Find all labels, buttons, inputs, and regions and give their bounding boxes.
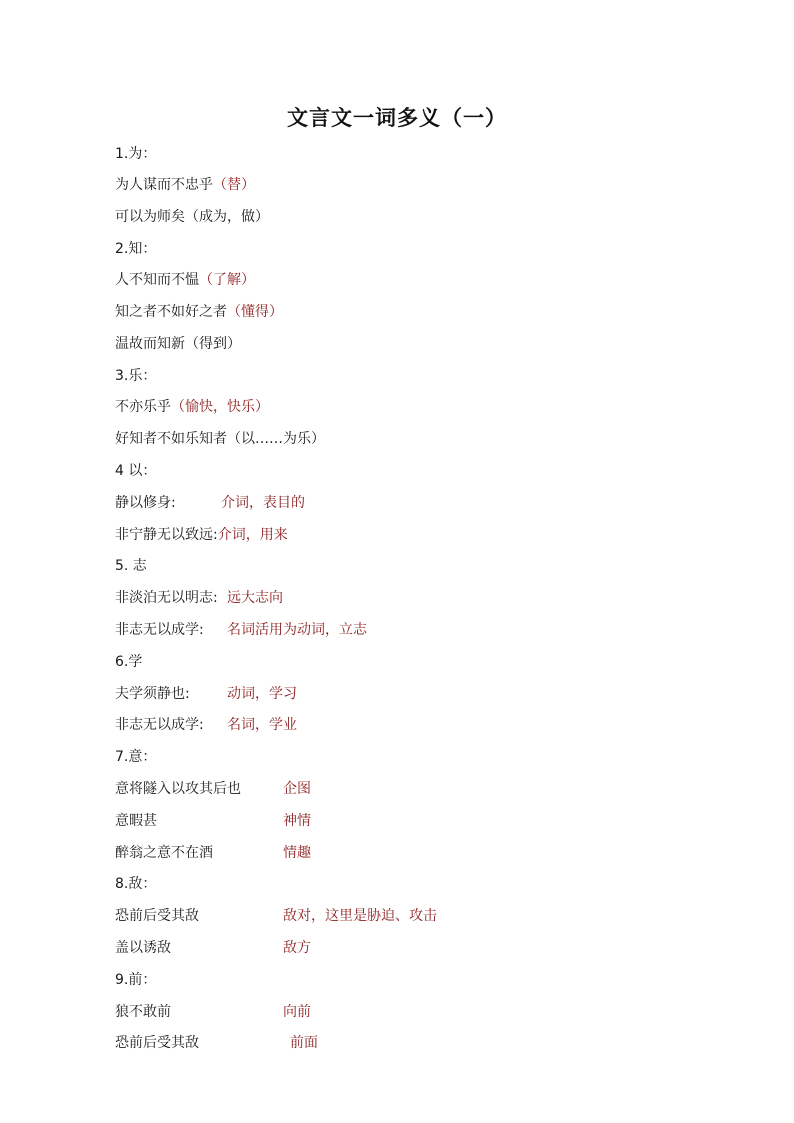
- example-gloss: 敌方: [283, 940, 311, 956]
- example-text: 不亦乐乎: [115, 399, 171, 415]
- example-gloss: 介词，用来: [217, 527, 288, 543]
- example-gloss: 敌对，这里是胁迫、攻击: [283, 908, 437, 924]
- item-heading: 4 以：: [115, 463, 157, 479]
- example-text: 狼不敢前: [115, 1004, 171, 1020]
- example-line: [115, 430, 325, 448]
- example-text: 夫学须静也:: [115, 686, 190, 702]
- example-gloss: 神情: [283, 813, 311, 829]
- example-text: 恐前后受其敌: [115, 908, 199, 924]
- example-gloss: 前面: [290, 1035, 318, 1051]
- example-line: [115, 780, 515, 798]
- example-gloss: （替）: [213, 177, 255, 193]
- example-text: 非宁静无以致远:: [115, 527, 218, 543]
- item-heading: 6.学: [115, 654, 143, 670]
- example-gloss: （了解）: [199, 272, 255, 288]
- item-heading: 3.乐：: [115, 368, 157, 384]
- item-heading: 7.意：: [115, 749, 157, 765]
- example-text: 醉翁之意不在酒: [115, 845, 213, 861]
- example-gloss: 向前: [283, 1004, 311, 1020]
- example-gloss: 名词活用为动词，立志: [227, 622, 367, 638]
- example-text: 意将隧入以攻其后也: [115, 781, 241, 797]
- item-heading: 5. 志: [115, 558, 147, 574]
- example-line: [115, 526, 288, 544]
- example-line: [115, 939, 515, 957]
- example-gloss: 远大志向: [227, 590, 283, 606]
- item-heading: 2.知：: [115, 241, 157, 257]
- example-gloss: （愉快，快乐）: [171, 399, 269, 415]
- example-text: 非淡泊无以明志:: [115, 590, 218, 606]
- example-text: 为人谋而不忠乎: [115, 177, 213, 193]
- example-gloss: 情趣: [283, 845, 311, 861]
- item-heading: 9.前：: [115, 972, 157, 988]
- example-text: 盖以诱敌: [115, 940, 171, 956]
- example-gloss: 动词，学习: [227, 686, 297, 702]
- page-title: 文言文一词多义（一）: [287, 106, 507, 130]
- example-text: 温故而知新（得到）: [115, 336, 241, 352]
- example-text: 非志无以成学:: [115, 622, 204, 638]
- example-text: 好知者不如乐知者（以……为乐）: [115, 431, 325, 447]
- example-gloss: 名词，学业: [227, 717, 297, 733]
- example-line: [115, 303, 283, 321]
- example-text: 恐前后受其敌: [115, 1035, 199, 1051]
- example-line: [115, 208, 269, 226]
- item-heading: 1.为：: [115, 146, 157, 162]
- example-line: [115, 812, 515, 830]
- example-line: [115, 589, 515, 607]
- example-text: 知之者不如好之者: [115, 304, 227, 320]
- example-text: 静以修身:: [115, 495, 176, 511]
- example-text: 可以为师矣（成为，做）: [115, 209, 269, 225]
- example-line: [115, 844, 515, 862]
- example-text: 意暇甚: [115, 813, 157, 829]
- example-line: [115, 335, 241, 353]
- item-heading: 8.敌：: [115, 876, 157, 892]
- example-line: [115, 176, 255, 194]
- example-line: [115, 1003, 515, 1021]
- example-gloss: 介词，表目的: [221, 495, 305, 511]
- example-line: [115, 907, 515, 925]
- example-gloss: 企图: [283, 781, 311, 797]
- example-line: [115, 398, 269, 416]
- example-gloss: （懂得）: [227, 304, 283, 320]
- example-text: 人不知而不愠: [115, 272, 199, 288]
- example-line: [115, 685, 515, 703]
- example-line: [115, 271, 255, 289]
- example-line: [115, 494, 515, 512]
- example-text: 非志无以成学:: [115, 717, 204, 733]
- example-line: [115, 1034, 515, 1052]
- example-line: [115, 621, 515, 639]
- example-line: [115, 716, 515, 734]
